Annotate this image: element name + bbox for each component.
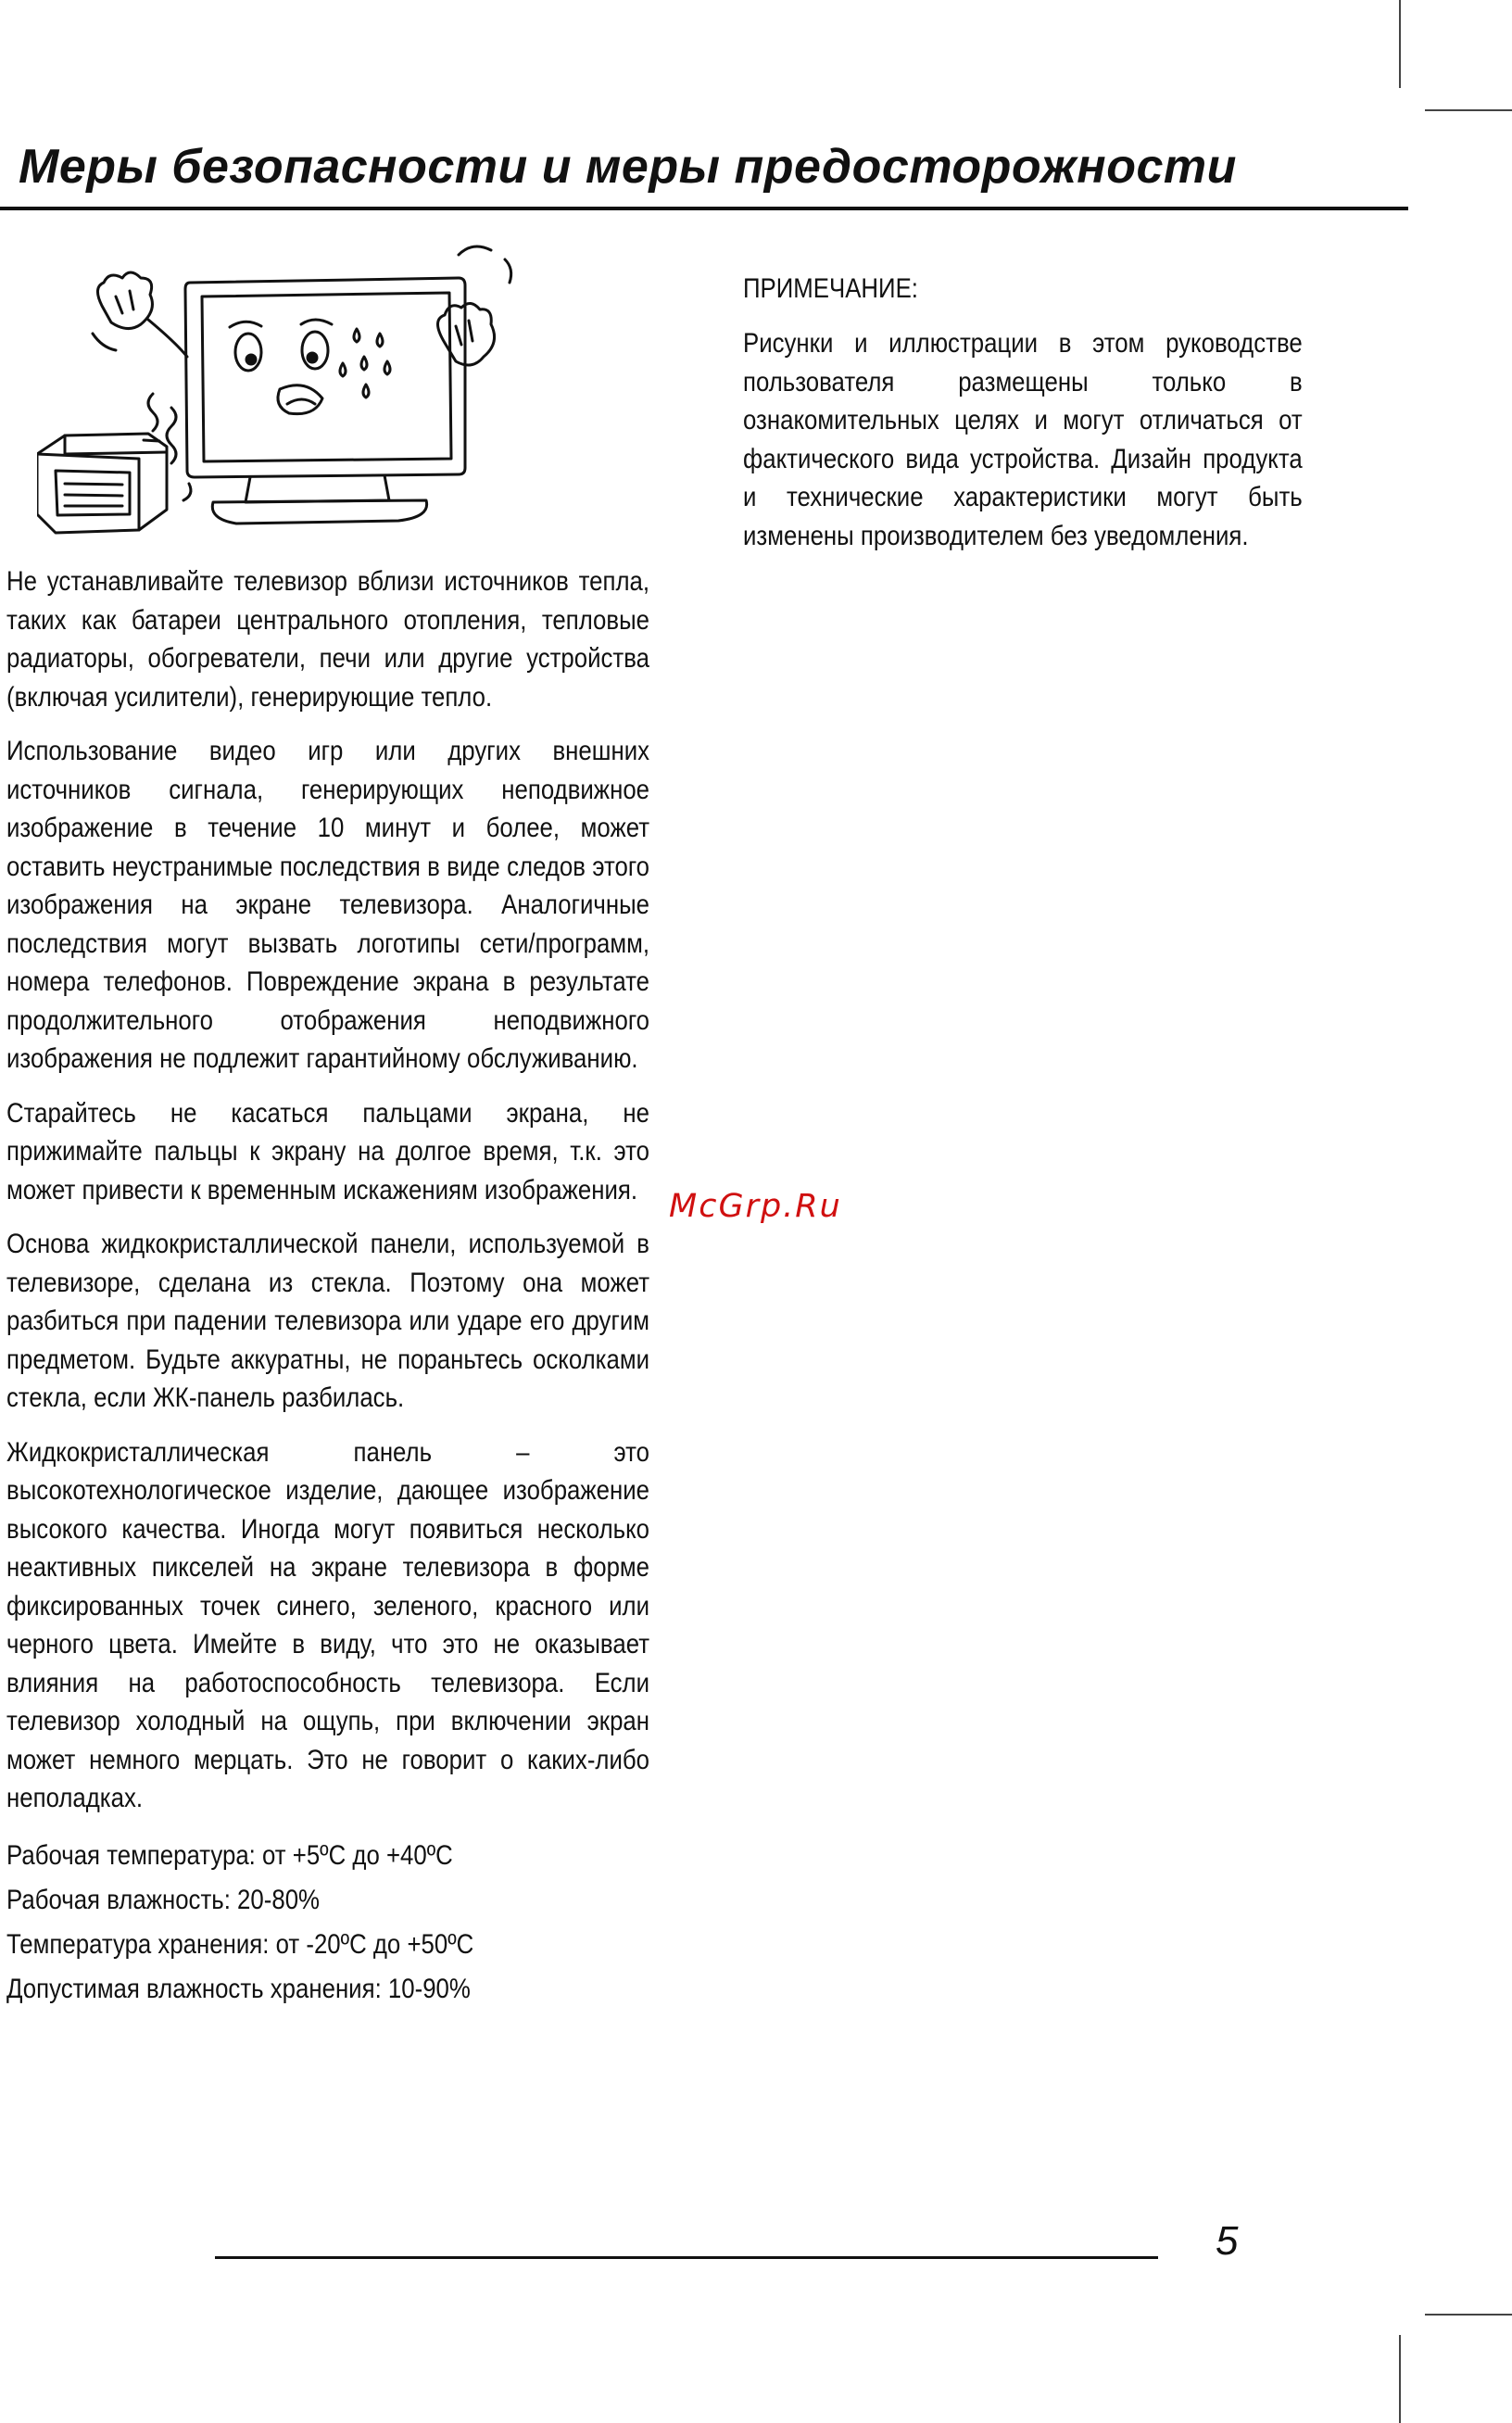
crop-mark-bottom-horizontal <box>1425 2314 1512 2316</box>
paragraph-static-image: Использование видео игр или других внешних источников сигнала, генерирующих неподвижное изображение в течение 10 минут и более, может оставить неустранимые последствия в виде следов этого изображения на экране телевизора. Аналогичные последствия могут вызвать логотипы сети/программ, номера телефонов. Повреждение экрана в результате продолжительного отображения неподвижного изображения не подлежит гарантийному обслуживанию. <box>6 736 650 1074</box>
right-column <box>743 271 1303 555</box>
paragraph-touch-screen: Старайтесь не касаться пальцами экрана, не прижимайте пальцы к экрану на долгое время, т.к. это может привести к временным искажениям изображения. <box>6 1097 650 1205</box>
paragraph-heat-sources: Не устанавливайте телевизор вблизи источников тепла, таких как батареи центрального отопления, тепловые радиаторы, обогреватели, печи или другие устройства (включая усилители), генерирующие тепло. <box>6 566 650 713</box>
crop-mark-top-horizontal <box>1425 109 1512 111</box>
watermark: McGrp.Ru <box>669 1188 842 1225</box>
note-text: Рисунки и иллюстрации в этом руководстве пользователя размещены только в ознакомительных целях и могут отличаться от фактического вида устройства. Дизайн продукта и технические характеристики могут быть изменены производителем без уведомления. <box>743 328 1303 551</box>
spec-storage-temperature: Температура хранения: от -20ºC до +50ºC <box>6 1928 474 1960</box>
note-heading: ПРИМЕЧАНИЕ: <box>743 273 918 304</box>
crop-mark-bottom-vertical <box>1399 2335 1401 2423</box>
page-title: Меры безопасности и меры предосторожности <box>19 140 1237 194</box>
spec-operating-temperature: Рабочая температура: от +5ºC до +40ºC <box>6 1839 453 1871</box>
crop-mark-top-vertical <box>1399 0 1401 88</box>
page-number: 5 <box>1216 2218 1239 2264</box>
left-column <box>6 562 649 2012</box>
spec-storage-humidity: Допустимая влажность хранения: 10-90% <box>6 1973 471 2004</box>
tv-near-heater-icon <box>37 232 556 537</box>
footer-rule <box>215 2256 1158 2259</box>
spec-operating-humidity: Рабочая влажность: 20-80% <box>6 1884 320 1915</box>
title-underline <box>0 207 1408 210</box>
paragraph-pixels: Жидкокристаллическая панель – это высокотехнологическое изделие, дающее изображение высокого качества. Иногда могут появиться несколько неактивных пикселей на экране телевизора в форме фиксированных точек синего, зеленого, красного или черного цвета. Имейте в виду, что это не оказывает влияния на работоспособность телевизора. Если телевизор холодный на ощупь, при включении экран может немного мерцать. Это не говорит о каких-либо неполадках. <box>6 1436 650 1813</box>
paragraph-glass-panel: Основа жидкокристаллической панели, используемой в телевизоре, сделана из стекла. Поэтому она может разбиться при падении телевизора или ударе его другим предметом. Будьте аккуратны, не пораньтесь осколками стекла, если ЖК-панель разбилась. <box>6 1229 650 1413</box>
spec-list <box>6 1834 649 2012</box>
